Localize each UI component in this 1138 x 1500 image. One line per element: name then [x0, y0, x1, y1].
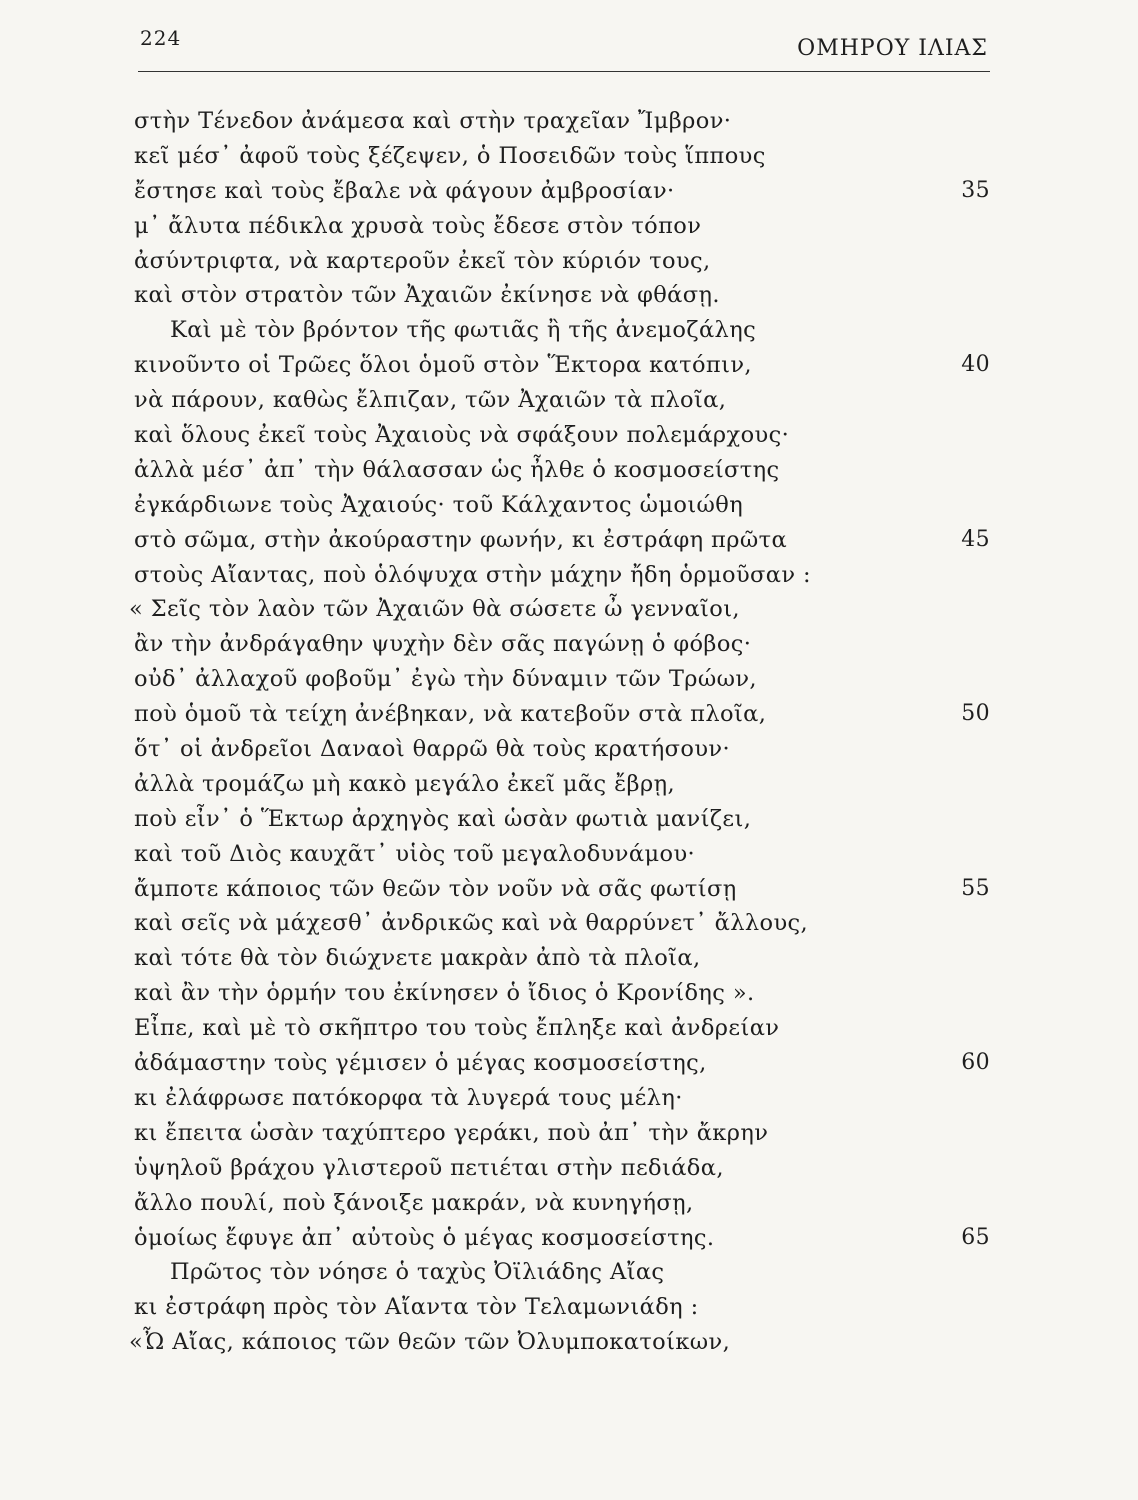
verse-line [134, 209, 994, 244]
verse-line [134, 802, 994, 837]
verse-line [129, 592, 994, 627]
verse-text: ποὺ εἶν᾽ ὁ Ἕκτωρ ἀρχηγὸς καὶ ὡσὰν φωτιὰ μανίζει, [134, 805, 752, 832]
verse-text: ἀλλὰ μέσ᾽ ἀπ᾽ τὴν θάλασσαν ὡς ἦλθε ὁ κοσμοσείστης [134, 456, 780, 483]
verse-text: ὁμοίως ἔφυγε ἀπ᾽ αὐτοὺς ὁ μέγας κοσμοσείστης. [134, 1224, 715, 1251]
verse-text: ἄλλο πουλί, ποὺ ξάνοιξε μακράν, νὰ κυνηγήσῃ, [134, 1189, 694, 1216]
verse-text: ὅτ᾽ οἱ ἀνδρεῖοι Δαναοὶ θαρρῶ θὰ τοὺς κρατήσουν· [134, 736, 731, 763]
verse-line [134, 488, 994, 523]
verse-line [129, 1325, 994, 1360]
verse-text: ποὺ ὁμοῦ τὰ τείχη ἀνέβηκαν, νὰ κατεβοῦν στὰ πλοῖα, [134, 701, 767, 728]
verse-text: ἀσύντριφτα, νὰ καρτεροῦν ἐκεῖ τὸν κύριόν τους, [134, 247, 711, 274]
verse-line [134, 558, 994, 593]
line-number: 60 [961, 1050, 990, 1076]
page-number: 224 [140, 26, 182, 50]
verse-list [129, 104, 994, 1360]
verse-text: ἔστησε καὶ τοὺς ἔβαλε νὰ φάγουν ἀμβροσίαν· [134, 177, 675, 204]
verse-line [134, 1186, 994, 1221]
verse-line [134, 1046, 994, 1081]
verse-line [134, 383, 994, 418]
verse-line [134, 1116, 994, 1151]
verse-text: οὐδ᾽ ἀλλαχοῦ φοβοῦμ᾽ ἐγὼ τὴν δύναμιν τῶν Τρώων, [134, 666, 757, 693]
line-number: 50 [961, 701, 990, 727]
verse-line [134, 767, 994, 802]
verse-line [134, 523, 994, 558]
verse-line [134, 1255, 994, 1290]
verse-line [134, 244, 994, 279]
header-rule [138, 71, 990, 72]
verse-text: καὶ σεῖς νὰ μάχεσθ᾽ ἀνδρικῶς καὶ νὰ θαρρύνετ᾽ ἄλλους, [134, 910, 809, 937]
verse-text: στοὺς Αἴαντας, ποὺ ὁλόψυχα στὴν μάχην ἤδη ὁρμοῦσαν : [134, 561, 812, 588]
verse-line [134, 662, 994, 697]
line-number: 55 [961, 875, 990, 901]
verse-line [134, 453, 994, 488]
verse-line [134, 837, 994, 872]
line-number: 40 [961, 352, 990, 378]
verse-line [134, 348, 994, 383]
verse-line [134, 139, 994, 174]
verse-text: μ᾽ ἄλυτα πέδικλα χρυσὰ τοὺς ἔδεσε στὸν τόπον [134, 212, 702, 239]
verse-text: καὶ ὅλους ἐκεῖ τοὺς Ἀχαιοὺς νὰ σφάξουν πολεμάρχους· [134, 422, 790, 449]
verse-text: κεῖ μέσ᾽ ἀφοῦ τοὺς ξέζεψεν, ὁ Ποσειδῶν τοὺς ἵππους [134, 142, 766, 169]
line-number: 45 [961, 526, 990, 552]
verse-text: κι ἐστράφη πρὸς τὸν Αἴαντα τὸν Τελαμωνιάδη : [134, 1294, 699, 1321]
verse-line [134, 941, 994, 976]
verse-text: Εἶπε, καὶ μὲ τὸ σκῆπτρο του τοὺς ἔπληξε καὶ ἀνδρείαν [134, 1015, 780, 1042]
verse-line [134, 976, 994, 1011]
verse-line [134, 697, 994, 732]
verse-text: καὶ ἂν τὴν ὁρμήν του ἐκίνησεν ὁ ἴδιος ὁ Κρονίδης ». [134, 980, 755, 1007]
verse-line [134, 418, 994, 453]
verse-line [134, 313, 994, 348]
verse-text: κι ἔπειτα ὡσὰν ταχύπτερο γεράκι, ποὺ ἀπ᾽ τὴν ἄκρην [134, 1119, 769, 1146]
verse-text: ἀλλὰ τρομάζω μὴ κακὸ μεγάλο ἐκεῖ μᾶς ἔβρῃ, [134, 770, 676, 797]
verse-text: στὸ σῶμα, στὴν ἀκούραστην φωνήν, κι ἐστράφη πρῶτα [134, 526, 788, 553]
verse-text: καὶ τότε θὰ τὸν διώχνετε μακρὰν ἀπὸ τὰ πλοῖα, [134, 945, 701, 972]
verse-text: στὴν Τένεδον ἀνάμεσα καὶ στὴν τραχεῖαν Ἴμβρον· [134, 108, 732, 134]
verse-text: ἄμποτε κάποιος τῶν θεῶν τὸν νοῦν νὰ σᾶς φωτίσῃ [134, 875, 737, 902]
verse-line [134, 278, 994, 313]
verse-line [134, 1011, 994, 1046]
verse-text: ἂν τὴν ἀνδράγαθην ψυχὴν δὲν σᾶς παγώνῃ ὁ φόβος· [134, 631, 752, 658]
verse-text: νὰ πάρουν, καθὼς ἔλπιζαν, τῶν Ἀχαιῶν τὰ πλοῖα, [134, 387, 727, 414]
verse-text: Πρῶτος τὸν νόησε ὁ ταχὺς Ὀϊλιάδης Αἴας [170, 1259, 665, 1286]
line-number: 35 [961, 177, 990, 203]
verse-text: κινοῦντο οἱ Τρῶες ὅλοι ὁμοῦ στὸν Ἕκτορα κατόπιν, [134, 352, 752, 379]
verse-line [134, 1290, 994, 1325]
verse-text: ὑψηλοῦ βράχου γλιστεροῦ πετιέται στὴν πεδιάδα, [134, 1154, 724, 1181]
verse-text: καὶ στὸν στρατὸν τῶν Ἀχαιῶν ἐκίνησε νὰ φθάσῃ. [134, 282, 720, 309]
verse-line [134, 906, 994, 941]
running-title: ΟΜΗΡΟΥ ΙΛΙΑΣ [797, 36, 988, 61]
verse-line [134, 872, 994, 907]
verse-text: «Ὦ Αἴας, κάποιος τῶν θεῶν τῶν Ὀλυμποκατοίκων, [129, 1329, 731, 1356]
verse-line [134, 1081, 994, 1116]
verse-text: ἀδάμαστην τοὺς γέμισεν ὁ μέγας κοσμοσείστης, [134, 1050, 707, 1077]
verse-text: ἐγκάρδιωνε τοὺς Ἀχαιούς· τοῦ Κάλχαντος ὡμοιώθη [134, 491, 744, 518]
verse-line [134, 732, 994, 767]
verse-line [134, 104, 994, 139]
verse-line [134, 1151, 994, 1186]
verse-line [134, 1221, 994, 1256]
verse-text: κι ἐλάφρωσε πατόκορφα τὰ λυγερά τους μέλη· [134, 1084, 683, 1111]
verse-text: Καὶ μὲ τὸν βρόντον τῆς φωτιᾶς ἢ τῆς ἀνεμοζάλης [170, 317, 757, 344]
verse-text: « Σεῖς τὸν λαὸν τῶν Ἀχαιῶν θὰ σώσετε ὦ γενναῖοι, [129, 596, 740, 623]
verse-line [134, 174, 994, 209]
verse-text: καὶ τοῦ Διὸς καυχᾶτ᾽ υἱὸς τοῦ μεγαλοδυνάμου· [134, 840, 696, 867]
line-number: 65 [961, 1224, 990, 1250]
verse-line [134, 627, 994, 662]
